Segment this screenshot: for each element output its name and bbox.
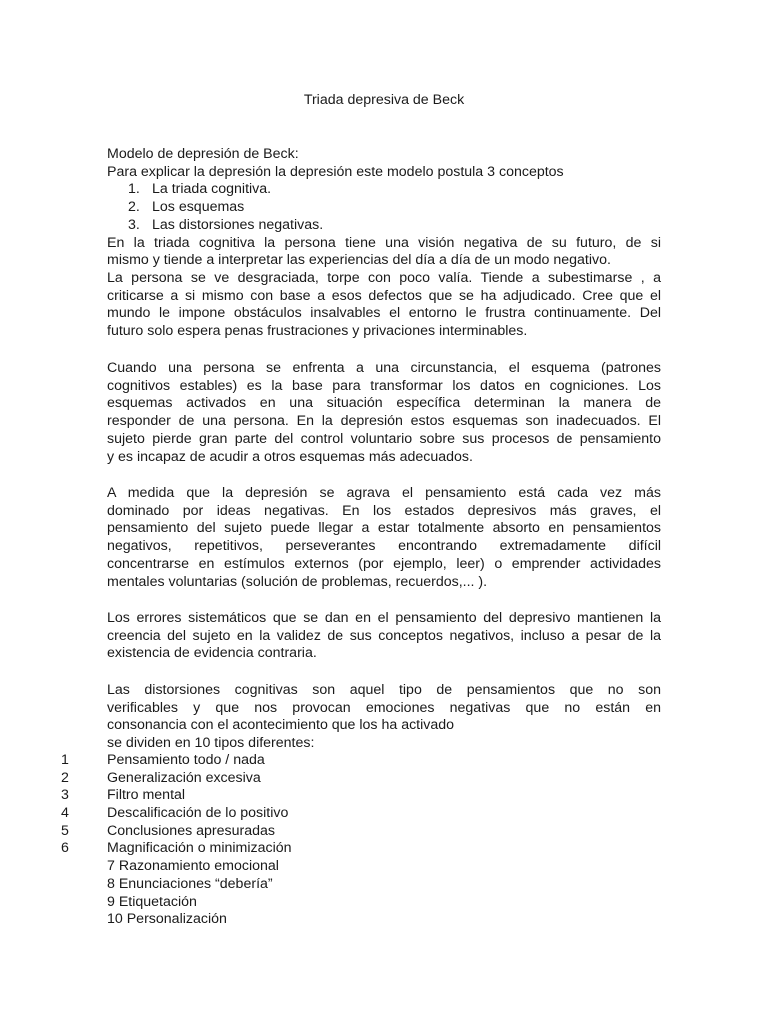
- document-title: Triada depresiva de Beck: [303, 92, 465, 108]
- list-text: 10 Personalización: [107, 911, 227, 928]
- list-text: Conclusiones apresuradas: [107, 822, 275, 839]
- text-line: concentrarse en estímulos externos (por ejemplo, leer) o emprender actividades: [107, 555, 661, 572]
- list-item: [107, 181, 661, 199]
- list-item: [0, 840, 768, 858]
- list-text: Las distorsiones negativas.: [152, 216, 324, 233]
- list-item: [107, 199, 661, 217]
- text-line: A medida que la depresión se agrava el pensamiento está cada vez más: [107, 485, 661, 501]
- list-text: Los esquemas: [152, 199, 245, 216]
- list-item: [0, 911, 768, 929]
- list-text: Generalización excesiva: [107, 769, 261, 786]
- text-line: La persona se ve desgraciada, torpe con poco valía. Tiende a subestimarse , a: [107, 269, 661, 286]
- text-line: pensamiento del sujeto puede llegar a estar totalmente absorto en pensamientos: [107, 520, 661, 537]
- list-text: Magnificación o minimización: [107, 840, 292, 857]
- text-line: Los errores sistemáticos que se dan en el pensamiento del depresivo mantienen la: [107, 610, 661, 626]
- list-number: 1: [61, 752, 69, 768]
- list-item: [0, 805, 768, 823]
- list-text: La triada cognitiva.: [152, 181, 272, 198]
- text-line: En la triada cognitiva la persona tiene una visión negativa de su futuro, de si: [107, 234, 661, 251]
- list-item: [107, 217, 661, 235]
- errors-paragraph: [107, 610, 661, 663]
- list-text: 7 Razonamiento emocional: [107, 858, 279, 875]
- list-number: 3.: [128, 216, 140, 233]
- text-line: mentales voluntarias (solución de problemas, recuerdos,... ).: [107, 573, 488, 590]
- text-line: sujeto pierde gran parte del control voluntario sobre sus procesos de pensamiento: [107, 430, 661, 447]
- model-lead: Para explicar la depresión la depresión este modelo postula 3 conceptos: [107, 163, 564, 180]
- list-text: Descalificación de lo positivo: [107, 805, 289, 822]
- text-line: mismo y tiende a interpretar las experiencias del día a día de un modo negativo.: [107, 252, 611, 269]
- text-line: futuro solo espera penas frustraciones y privaciones interminables.: [107, 323, 528, 340]
- list-text: 9 Etiquetación: [107, 893, 197, 910]
- text-line: se dividen en 10 tipos diferentes:: [107, 735, 315, 752]
- list-text: Pensamiento todo / nada: [107, 752, 265, 768]
- list-text: Filtro mental: [107, 787, 186, 804]
- model-heading: Modelo de depresión de Beck:: [107, 146, 299, 162]
- text-line: esquemas activados en una situación específica determinan la manera de: [107, 395, 661, 412]
- text-line: responder de una persona. En la depresión estos esquemas son inadecuados. El: [107, 413, 661, 430]
- list-item: [0, 894, 768, 912]
- worsening-paragraph: [107, 485, 661, 591]
- text-line: Cuando una persona se enfrenta a una circunstancia, el esquema (patrones: [107, 360, 661, 376]
- self-view-paragraph: [107, 270, 661, 341]
- concepts-list: [107, 181, 661, 234]
- list-item: [0, 876, 768, 894]
- text-line: creencia del sujeto en la validez de sus conceptos negativos, incluso a pesar de la: [107, 627, 661, 644]
- triad-paragraph: [107, 235, 661, 270]
- text-line: consonancia con el acontecimiento que los ha activado: [107, 717, 455, 734]
- text-line: criticarse a si mismo con base a esos defectos que se ha adjudicado. Cree que el: [107, 287, 661, 304]
- list-number: 2.: [128, 199, 140, 216]
- text-line: cognitivos estables) es la base para transformar los datos en cogniciones. Los: [107, 377, 661, 394]
- list-number: 3: [61, 787, 69, 804]
- list-number: 1.: [128, 181, 140, 198]
- text-line: dominado por ideas negativas. En los estados depresivos más graves, el: [107, 502, 661, 519]
- text-line: mundo le impone obstáculos insalvables el entorno le frustra continuamente. Del: [107, 305, 661, 322]
- list-number: 2: [61, 769, 69, 786]
- list-item: [0, 858, 768, 876]
- list-number: 5: [61, 822, 69, 839]
- list-item: [0, 770, 768, 788]
- text-line: negativos, repetitivos, perseverantes encontrando extremadamente difícil: [107, 538, 661, 555]
- schema-paragraph: [107, 360, 661, 466]
- intro-section: [107, 146, 661, 341]
- text-line: verificables y que nos provocan emociones negativas que no están en: [107, 699, 661, 716]
- list-item: [0, 752, 768, 770]
- list-item: [0, 787, 768, 805]
- text-line: existencia de evidencia contraria.: [107, 645, 317, 662]
- distortion-types-list: [0, 752, 768, 929]
- list-text: 8 Enunciaciones “debería”: [107, 875, 273, 892]
- list-item: [0, 823, 768, 841]
- list-number: 6: [61, 840, 69, 857]
- text-line: y es incapaz de acudir a otros esquemas más adecuados.: [107, 448, 473, 465]
- list-number: 4: [61, 805, 69, 822]
- text-line: Las distorsiones cognitivas son aquel tipo de pensamientos que no son: [107, 682, 661, 698]
- distortions-paragraph: [107, 682, 661, 753]
